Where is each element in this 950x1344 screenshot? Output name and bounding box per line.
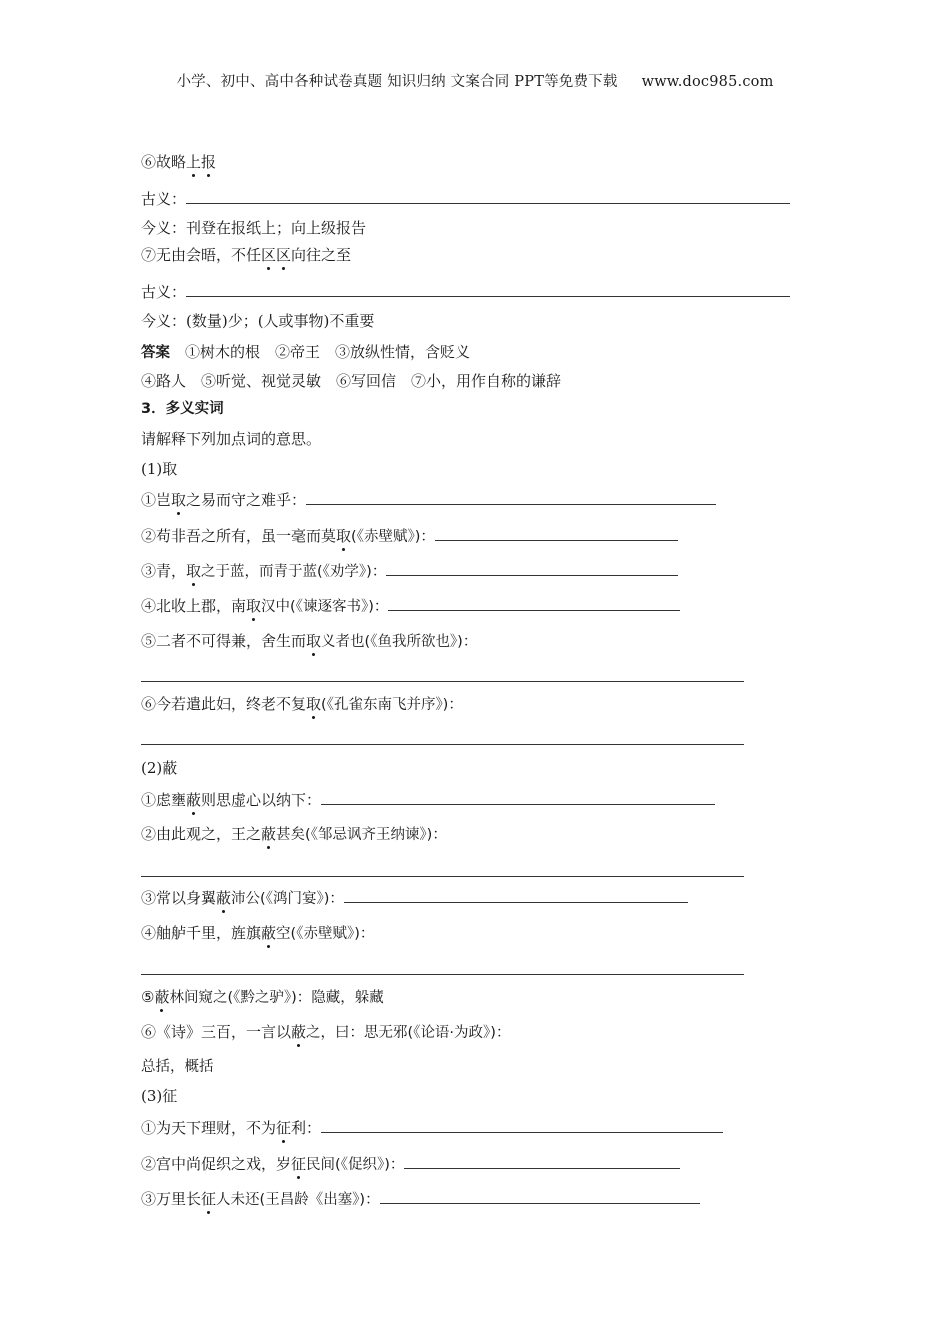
qu-item-5: ⑤二者不可得兼，舍生而取义者也(《鱼我所欲也》)： xyxy=(141,632,478,650)
dotted-word: 蔽 xyxy=(291,1023,307,1041)
dotted-word: 取 xyxy=(171,491,187,509)
ancient-meaning-line: 古义： xyxy=(141,188,790,209)
answer-blank[interactable] xyxy=(306,489,716,505)
item-7-ququ: ⑦无由会晤，不任区区向往之至 xyxy=(141,246,352,264)
answer-blank[interactable] xyxy=(435,525,678,541)
group-bi-head: (2)蔽 xyxy=(141,759,178,777)
dotted-word: 区 xyxy=(261,246,277,264)
bi-item-5: ⑤蔽林间窥之(《黔之驴》)：隐藏，躲藏 xyxy=(141,988,384,1006)
answer-blank[interactable] xyxy=(380,1188,700,1204)
page-header xyxy=(0,70,950,91)
section-3-title: 3．多义实词 xyxy=(141,401,224,417)
bi-item-1: ①虑壅蔽则思虚心以纳下： xyxy=(141,789,715,810)
answer-blank[interactable] xyxy=(186,281,790,297)
dotted-word: 取 xyxy=(306,632,322,650)
dotted-word: 取 xyxy=(186,562,202,580)
dotted-word: 报 xyxy=(201,153,217,171)
answer-blank[interactable] xyxy=(321,1117,723,1133)
header-url: www.doc985.com xyxy=(641,74,774,90)
dotted-word: 蔽 xyxy=(261,825,277,843)
group-zheng-head: (3)征 xyxy=(141,1087,178,1105)
answer-blank[interactable] xyxy=(321,789,715,805)
dotted-word: 取 xyxy=(246,597,262,615)
answer-blank[interactable] xyxy=(186,188,790,204)
zheng-item-1: ①为天下理财，不为征利： xyxy=(141,1117,723,1138)
item-6-gulue: ⑥故略上报 xyxy=(141,153,217,171)
dotted-word: 取 xyxy=(336,527,352,545)
dotted-word: 蔽 xyxy=(261,924,277,942)
answer-line-2: ④路人 ⑤听觉、视觉灵敏 ⑥写回信 ⑦小，用作自称的谦辞 xyxy=(141,372,562,390)
zheng-item-3: ③万里长征人未还(王昌龄《出塞》)： xyxy=(141,1188,700,1210)
dotted-word: 区 xyxy=(276,246,292,264)
bi-item-2: ②由此观之，王之蔽甚矣(《邹忌讽齐王纳谏》)： xyxy=(141,825,447,843)
dotted-word: 征 xyxy=(276,1119,292,1137)
dotted-word: 上 xyxy=(186,153,202,171)
given-answer: 总括，概括 xyxy=(141,1059,214,1075)
qu-item-6: ⑥今若遣此妇，终老不复取(《孔雀东南飞并序》)： xyxy=(141,695,463,713)
answer-label: 答案 xyxy=(141,345,170,361)
answer-blank[interactable] xyxy=(141,974,744,975)
dotted-word: 蔽 xyxy=(216,889,232,907)
qu-item-2: ②苟非吾之所有，虽一毫而莫取(《赤壁赋》)： xyxy=(141,525,678,547)
qu-item-3: ③青，取之于蓝，而青于蓝(《劝学》)： xyxy=(141,560,678,582)
bi-item-6: ⑥《诗》三百，一言以蔽之，曰：思无邪(《论语·为政》)： xyxy=(141,1023,511,1041)
answer-blank[interactable] xyxy=(141,744,744,745)
qu-item-4: ④北收上郡，南取汉中(《谏逐客书》)： xyxy=(141,595,680,617)
dotted-word: 蔽 xyxy=(186,791,202,809)
header-text: 小学、初中、高中各种试卷真题 知识归纳 文案合同 PPT等免费下载 xyxy=(176,74,618,90)
bi-item-4: ④舳舻千里，旌旗蔽空(《赤壁赋》)： xyxy=(141,924,375,942)
answer-blank[interactable] xyxy=(344,887,688,903)
group-qu-head: (1)取 xyxy=(141,460,178,478)
answer-blank[interactable] xyxy=(388,595,680,611)
zheng-item-2: ②宫中尚促织之戏，岁征民间(《促织》)： xyxy=(141,1153,680,1175)
answer-blank[interactable] xyxy=(141,876,744,877)
bi-item-3: ③常以身翼蔽沛公(《鸿门宴》)： xyxy=(141,887,688,909)
section-3-instruction: 请解释下列加点词的意思。 xyxy=(141,430,322,448)
dotted-word: 征 xyxy=(201,1190,217,1208)
qu-item-1: ①岂取之易而守之难乎： xyxy=(141,489,716,510)
modern-meaning-1: 今义：刊登在报纸上；向上级报告 xyxy=(141,219,367,237)
ancient-meaning-line: 古义： xyxy=(141,281,790,302)
answer-blank[interactable] xyxy=(386,560,678,576)
answer-line-1: 答案 ①树木的根 ②帝王 ③放纵性情，含贬义 xyxy=(141,343,471,361)
answer-blank[interactable] xyxy=(141,681,744,682)
modern-meaning-2: 今义：(数量)少；(人或事物)不重要 xyxy=(141,312,375,330)
dotted-word: 蔽 xyxy=(154,988,170,1006)
dotted-word: 取 xyxy=(306,695,322,713)
given-answer: 隐藏，躲藏 xyxy=(311,990,384,1006)
answer-blank[interactable] xyxy=(404,1153,680,1169)
dotted-word: 征 xyxy=(291,1155,307,1173)
